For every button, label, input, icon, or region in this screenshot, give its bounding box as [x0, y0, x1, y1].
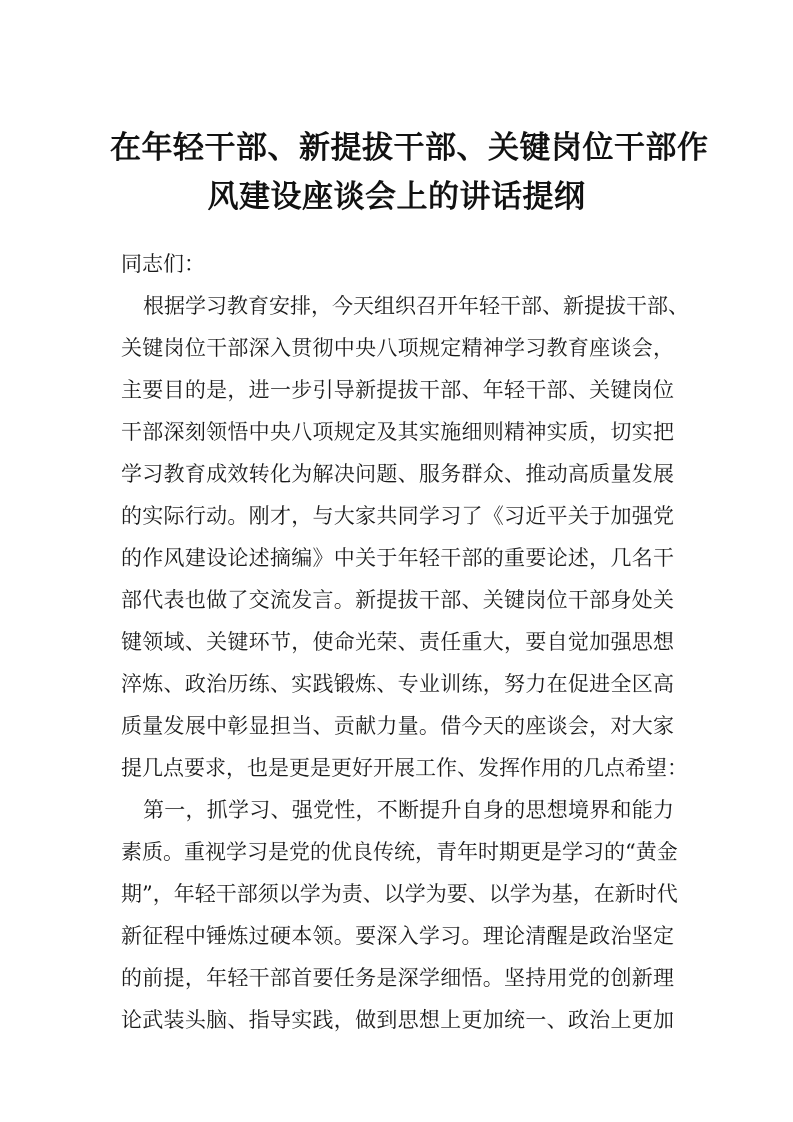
paragraph-line: 学习教育成效转化为解决问题、服务群众、推动高质量发展	[121, 462, 674, 486]
paragraph-line: 提几点要求，也是更是更好开展工作、发挥作用的几点希望：	[121, 756, 688, 780]
paragraph-line: 的实际行动。刚才，与大家共同学习了《习近平关于加强党	[121, 504, 674, 528]
document-title-line-2: 风建设座谈会上的讲话提纲	[207, 179, 586, 215]
salutation: 同志们：	[121, 252, 205, 276]
paragraph-line: 的作风建设论述摘编》中关于年轻干部的重要论述，几名干	[121, 546, 674, 570]
document-title-line-1: 在年轻干部、新提拔干部、关键岗位干部作	[110, 130, 709, 166]
paragraph-line: 根据学习教育安排，今天组织召开年轻干部、新提拔干部、	[143, 294, 689, 318]
paragraph-line: 质量发展中彰显担当、贡献力量。借今天的座谈会，对大家	[121, 714, 674, 738]
paragraph-line: 素质。重视学习是党的优良传统，青年时期更是学习的“黄金	[121, 840, 678, 864]
paragraph-line: 关键岗位干部深入贯彻中央八项规定精神学习教育座谈会，	[121, 336, 674, 360]
paragraph-line: 新征程中锤炼过硬本领。要深入学习。理论清醒是政治坚定	[121, 924, 674, 948]
paragraph-line: 键领域、关键环节，使命光荣、责任重大，要自觉加强思想	[121, 630, 674, 654]
paragraph-line: 主要目的是，进一步引导新提拔干部、年轻干部、关键岗位	[121, 378, 674, 402]
paragraph-line: 淬炼、政治历练、实践锻炼、专业训练，努力在促进全区高	[121, 672, 674, 696]
paragraph-line: 的前提，年轻干部首要任务是深学细悟。坚持用党的创新理	[121, 966, 674, 990]
paragraph-line: 干部深刻领悟中央八项规定及其实施细则精神实质，切实把	[121, 420, 674, 444]
paragraph-line: 第一，抓学习、强党性，不断提升自身的思想境界和能力	[143, 798, 674, 822]
paragraph-line: 论武装头脑、指导实践，做到思想上更加统一、政治上更加	[121, 1008, 674, 1032]
paragraph-line: 部代表也做了交流发言。新提拔干部、关键岗位干部身处关	[121, 588, 674, 612]
paragraph-line: 期”，年轻干部须以学为责、以学为要、以学为基，在新时代	[121, 882, 678, 906]
